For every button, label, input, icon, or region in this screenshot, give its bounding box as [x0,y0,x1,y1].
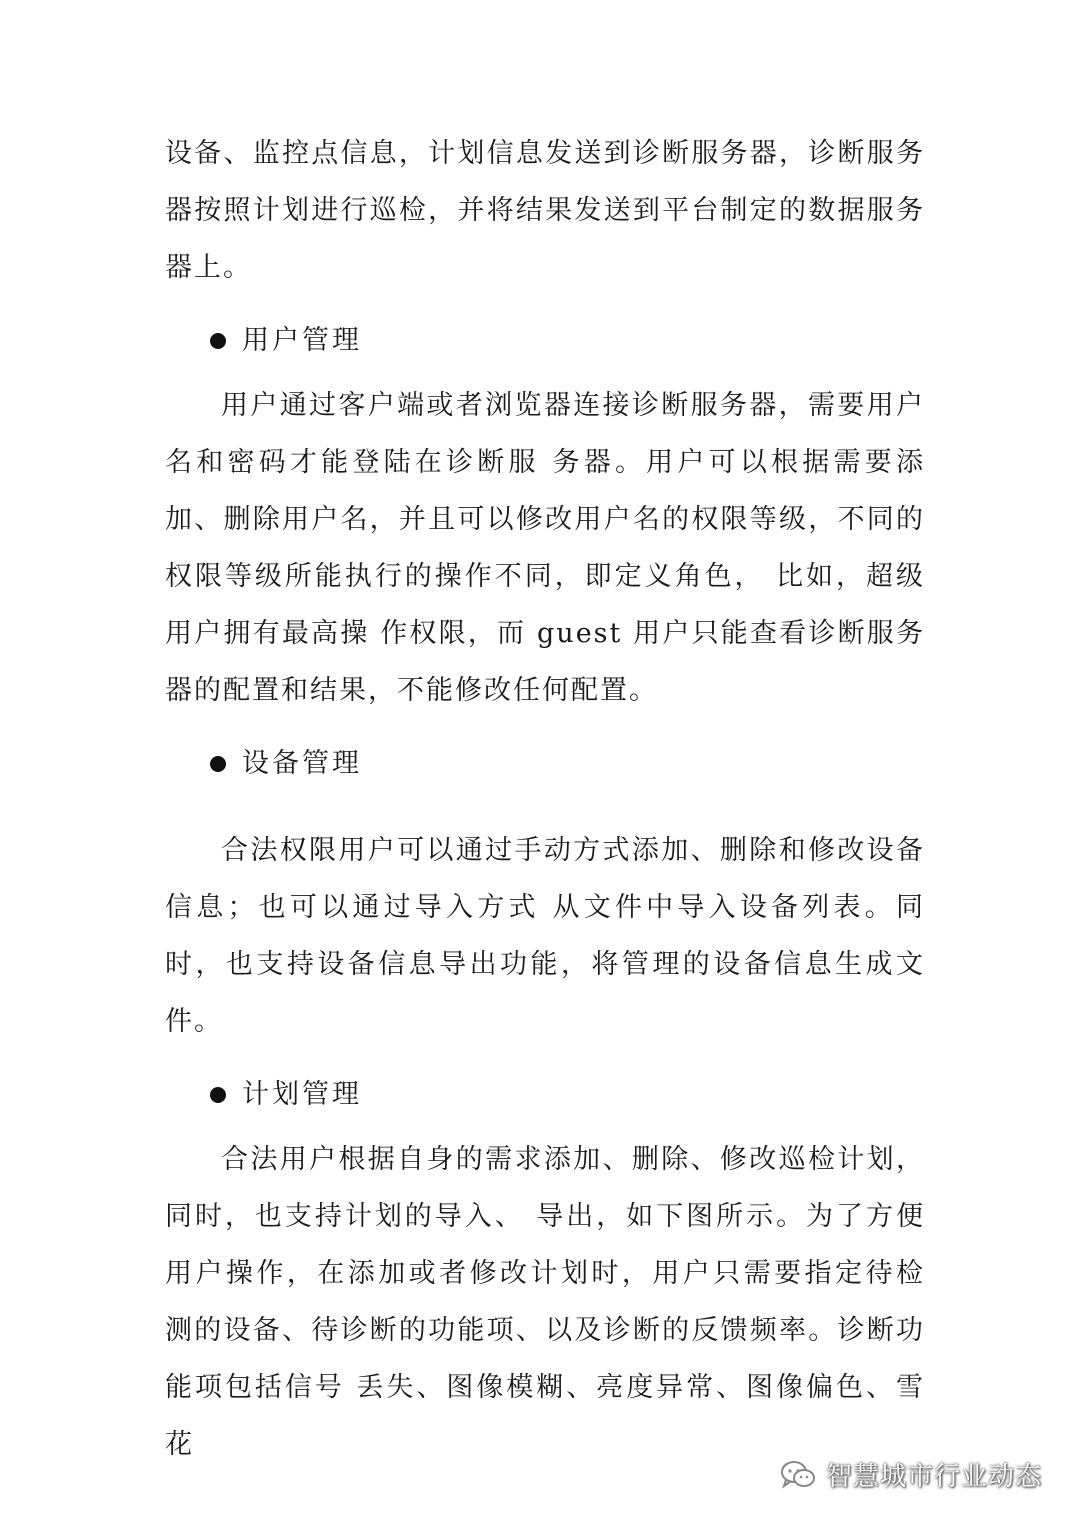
bullet-dot-icon [210,1087,226,1103]
section-heading-label: 用户管理 [242,325,362,356]
section-heading-device-management [165,735,925,792]
bullet-dot-icon [210,756,226,772]
wechat-icon [780,1460,816,1490]
section-heading-label: 计划管理 [242,1079,362,1110]
section-heading-plan-management [165,1066,925,1123]
paragraph-user-management: 用户通过客户端或者浏览器连接诊断服务器，需要用户名和密码才能登陆在诊断服 务器。用户可以根据需要添加、删除用户名，并且可以修改用户名的权限等级，不同的 权限等级所能执行的操作不同，即定义角色， 比如，超级用户拥有最高操 作权限，而 guest 用户只能查看诊断服务器的配置和结果，不能修改任何配置。 [165,390,925,706]
watermark-text: 智慧城市行业动态 [825,1462,1042,1492]
paragraph-device-management: 合法权限用户可以通过手动方式添加、删除和修改设备信息；也可以通过导入方式 从文件中导入设备列表。同时，也支持设备信息导出功能，将管理的设备信息生成文件。 [165,835,925,1037]
paragraph-plan-management: 合法用户根据自身的需求添加、删除、修改巡检计划，同时，也支持计划的导入、 导出，如下图所示。为了方便用户操作，在添加或者修改计划时，用户只需要指定待检 测的设备、待诊断的功能项、以及诊断的反馈频率。诊断功能项包括信号 丢失、图像模糊、亮度异常、图像偏色、雪花 [165,1144,925,1460]
section-heading-label: 设备管理 [242,748,362,779]
bullet-dot-icon [210,333,226,349]
watermark [780,1456,1042,1493]
section-heading-user-management [165,312,925,369]
document-body [165,125,925,1473]
paragraph-intro: 设备、监控点信息，计划信息发送到诊断服务器，诊断服务器按照计划进行巡检，并将结果发送到平台制定的数据服务器上。 [165,138,925,283]
